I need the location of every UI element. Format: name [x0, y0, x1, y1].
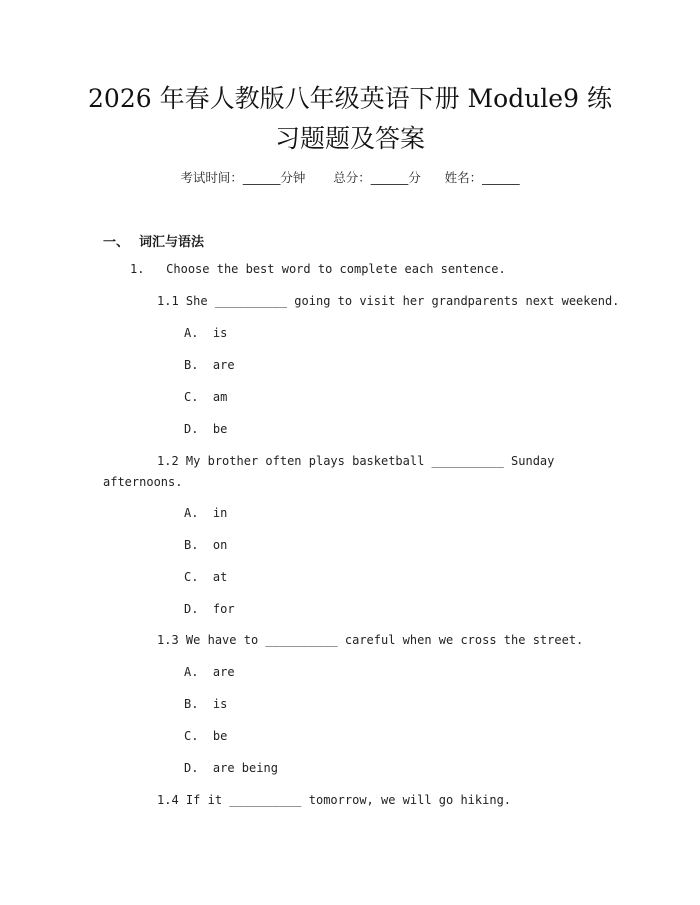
name-label: 姓名： — [444, 170, 483, 185]
item-number: 1.3 — [157, 633, 179, 647]
option-d: D. be — [184, 422, 228, 436]
section-title: 词汇与语法 — [139, 235, 205, 250]
option-a: A. is — [184, 326, 228, 340]
option-a: A. in — [184, 506, 228, 520]
item-number: 1.4 — [157, 793, 179, 807]
option-a: A. are — [184, 665, 235, 679]
option-c: C. am — [184, 390, 228, 404]
option-c: C. at — [184, 570, 228, 584]
item-1-1-stem — [157, 294, 619, 308]
section-heading — [103, 231, 204, 250]
score-label: 总分： — [333, 170, 371, 185]
time-blank: ______ — [242, 170, 281, 185]
time-label: 考试时间： — [180, 170, 243, 185]
time-unit: 分钟 — [280, 170, 306, 185]
document-title-line-2: 习题题及答案 — [274, 124, 425, 153]
score-unit: 分 — [408, 170, 421, 185]
exam-meta-line — [0, 168, 700, 186]
question-text: Choose the best word to complete each sentence. — [166, 262, 506, 276]
item-text: She __________ going to visit her grandparents next weekend. — [185, 294, 620, 308]
option-b: B. on — [184, 538, 228, 552]
option-d: D. for — [184, 602, 235, 616]
item-text: If it __________ tomorrow, we will go hiking. — [185, 793, 512, 807]
option-d: D. are being — [184, 761, 278, 775]
option-c: C. be — [184, 729, 228, 743]
item-number: 1.1 — [157, 294, 179, 308]
item-text: We have to __________ careful when we cross the street. — [185, 633, 584, 647]
section-number: 一、 — [103, 235, 130, 250]
question-1 — [130, 262, 506, 276]
item-1-4-stem — [157, 793, 511, 807]
item-1-3-stem — [157, 633, 583, 647]
item-1-2-stem — [157, 454, 554, 468]
score-blank: ______ — [370, 170, 409, 185]
item-1-2-stem-continued: afternoons. — [103, 475, 183, 489]
question-number: 1. — [130, 262, 145, 276]
item-number: 1.2 — [157, 454, 179, 468]
name-blank: ______ — [482, 170, 520, 185]
option-b: B. is — [184, 697, 228, 711]
option-b: B. are — [184, 358, 235, 372]
item-text: My brother often plays basketball __________ Sunday — [185, 454, 555, 468]
document-title-line-1: 2026 年春人教版八年级英语下册 Module9 练 — [88, 84, 612, 113]
